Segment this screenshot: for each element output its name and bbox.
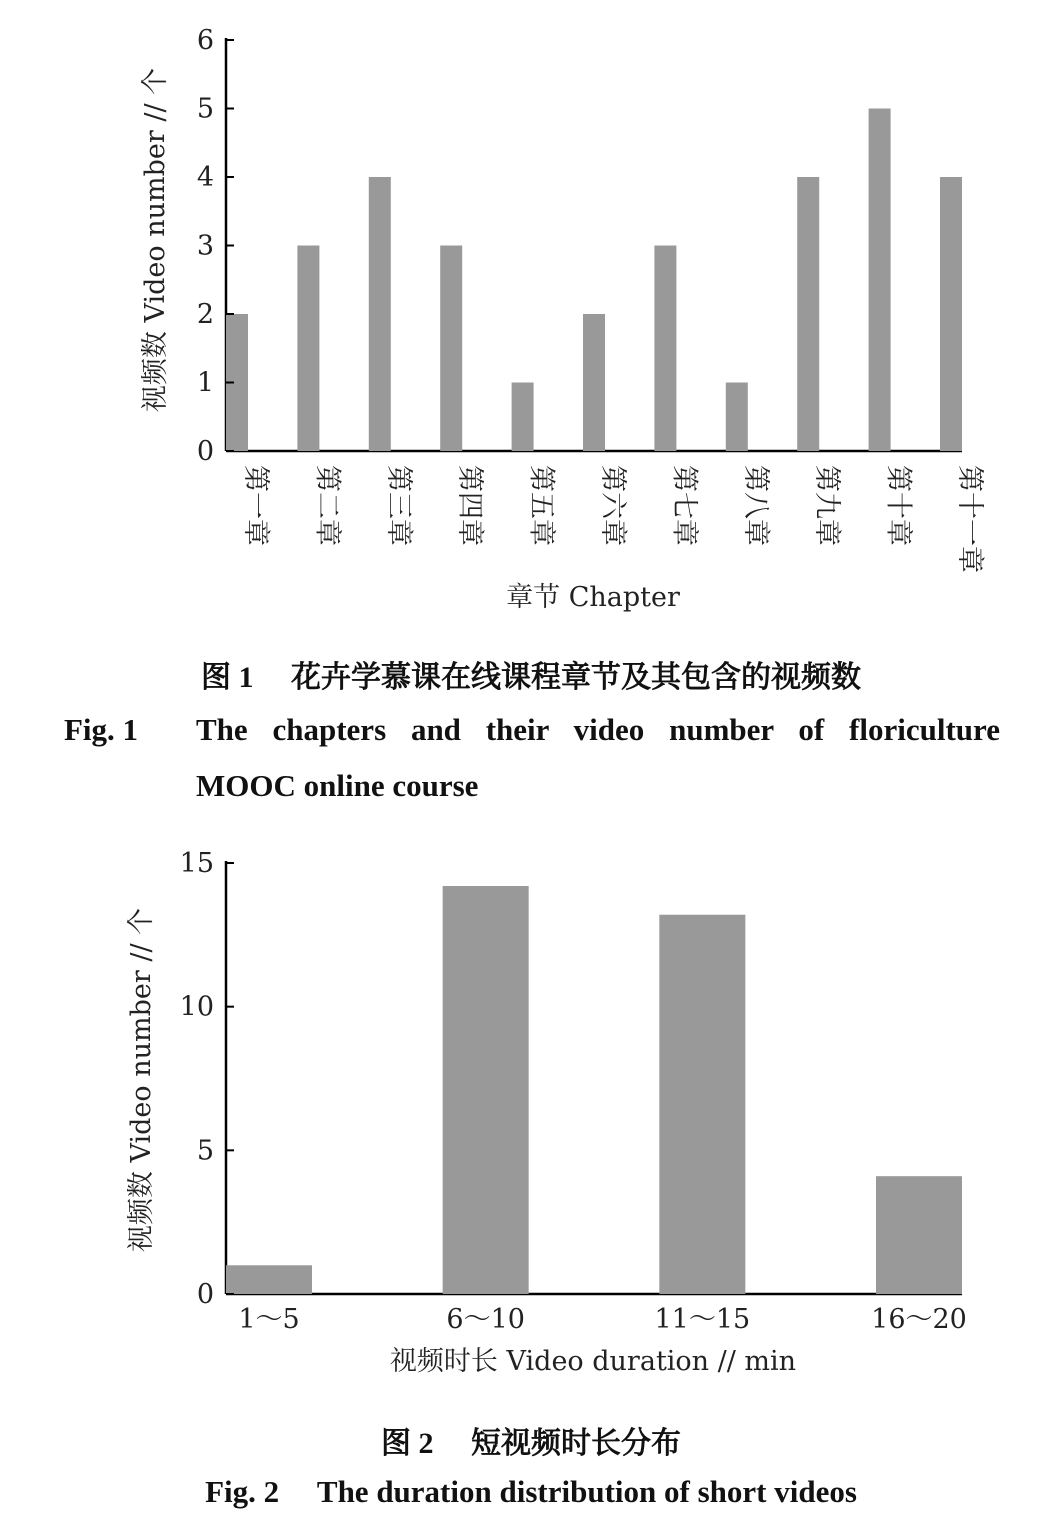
- fig2-cn-text: 短视频时长分布: [471, 1426, 681, 1461]
- c1-bar: [369, 177, 391, 451]
- c1-x-tick-label: 第一章: [240, 465, 271, 546]
- c1-y-tick-label: 3: [196, 230, 214, 262]
- fig1-en-label: Fig. 1: [64, 712, 139, 747]
- c1-y-tick-label: 4: [196, 162, 214, 193]
- c1-x-tick-label: 第五章: [525, 465, 557, 546]
- c1-bar: [440, 246, 462, 452]
- chart2-y-axis-label: 视频数 Video number // 个: [126, 907, 157, 1253]
- c1-y-tick-label: 2: [196, 299, 214, 330]
- fig2-en-label: Fig. 2: [205, 1474, 280, 1509]
- c2-y-tick-label: 15: [179, 848, 214, 879]
- chart2-axes: [226, 861, 962, 1294]
- c1-x-tick-label: 第二章: [311, 465, 343, 546]
- c1-bar: [654, 246, 676, 452]
- c1-bar: [726, 383, 748, 452]
- c1-x-tick-label: 第十一章: [954, 465, 985, 573]
- c2-bar: [443, 886, 529, 1294]
- c1-y-tick-label: 6: [196, 25, 214, 56]
- c2-y-tick-label: 0: [196, 1279, 214, 1310]
- fig1-en-text-line1: The chapters and their video number of floriculture: [196, 712, 1000, 747]
- chart-duration: [0, 830, 1062, 1410]
- fig2-cn-label: 图 2: [381, 1427, 434, 1460]
- c1-y-tick-label: 0: [196, 436, 214, 467]
- c1-bar: [512, 383, 534, 452]
- chart1-x-ticks: [240, 465, 985, 573]
- c1-bar: [869, 109, 891, 452]
- c2-x-tick-label: 16～20: [871, 1304, 967, 1335]
- c2-x-tick-label: 1～5: [238, 1304, 300, 1335]
- c1-x-tick-label: 第九章: [811, 465, 843, 546]
- c1-y-tick-label: 1: [196, 367, 214, 399]
- fig2-en-text: The duration distribution of short videos: [316, 1474, 857, 1509]
- c2-x-tick-label: 11～15: [654, 1304, 751, 1335]
- c1-x-tick-label: 第四章: [454, 465, 486, 546]
- c1-x-tick-label: 第十章: [882, 465, 914, 546]
- c2-y-tick-label: 5: [196, 1135, 214, 1167]
- fig2-caption-cn: [0, 1418, 1062, 1462]
- c1-y-tick-label: 5: [196, 93, 214, 125]
- c2-y-tick-label: 10: [179, 991, 214, 1023]
- chart1-y-axis-label: 视频数 Video number // 个: [140, 67, 171, 413]
- c1-bar: [583, 314, 605, 451]
- chart1-bars: [226, 109, 962, 452]
- c1-x-tick-label: 第八章: [739, 465, 771, 546]
- c2-x-tick-label: 6～10: [446, 1304, 525, 1335]
- fig1-cn-label: 图 1: [201, 661, 254, 694]
- chart2-x-axis-label: 视频时长 Video duration // min: [389, 1346, 797, 1377]
- chart-chapters: [0, 0, 1062, 640]
- fig1-cn-text: 花卉学慕课在线课程章节及其包含的视频数: [291, 660, 861, 695]
- chart2-x-ticks: [238, 1304, 967, 1335]
- c1-x-tick-label: 第七章: [668, 465, 700, 546]
- chart2-bars: [226, 886, 962, 1294]
- c2-bar: [226, 1265, 312, 1294]
- c1-x-tick-label: 第六章: [597, 465, 628, 546]
- c1-x-tick-label: 第三章: [382, 465, 414, 546]
- fig1-caption-cn: [0, 652, 1062, 696]
- fig2-caption-en: [0, 1474, 1062, 1510]
- c1-bar: [297, 246, 319, 452]
- c2-bar: [659, 915, 745, 1294]
- chart1-x-axis-label: 章节 Chapter: [506, 582, 680, 613]
- c2-bar: [876, 1176, 962, 1294]
- c1-bar: [940, 177, 962, 451]
- fig1-en-text-line2: MOOC online course: [196, 768, 479, 803]
- c1-bar: [797, 177, 819, 451]
